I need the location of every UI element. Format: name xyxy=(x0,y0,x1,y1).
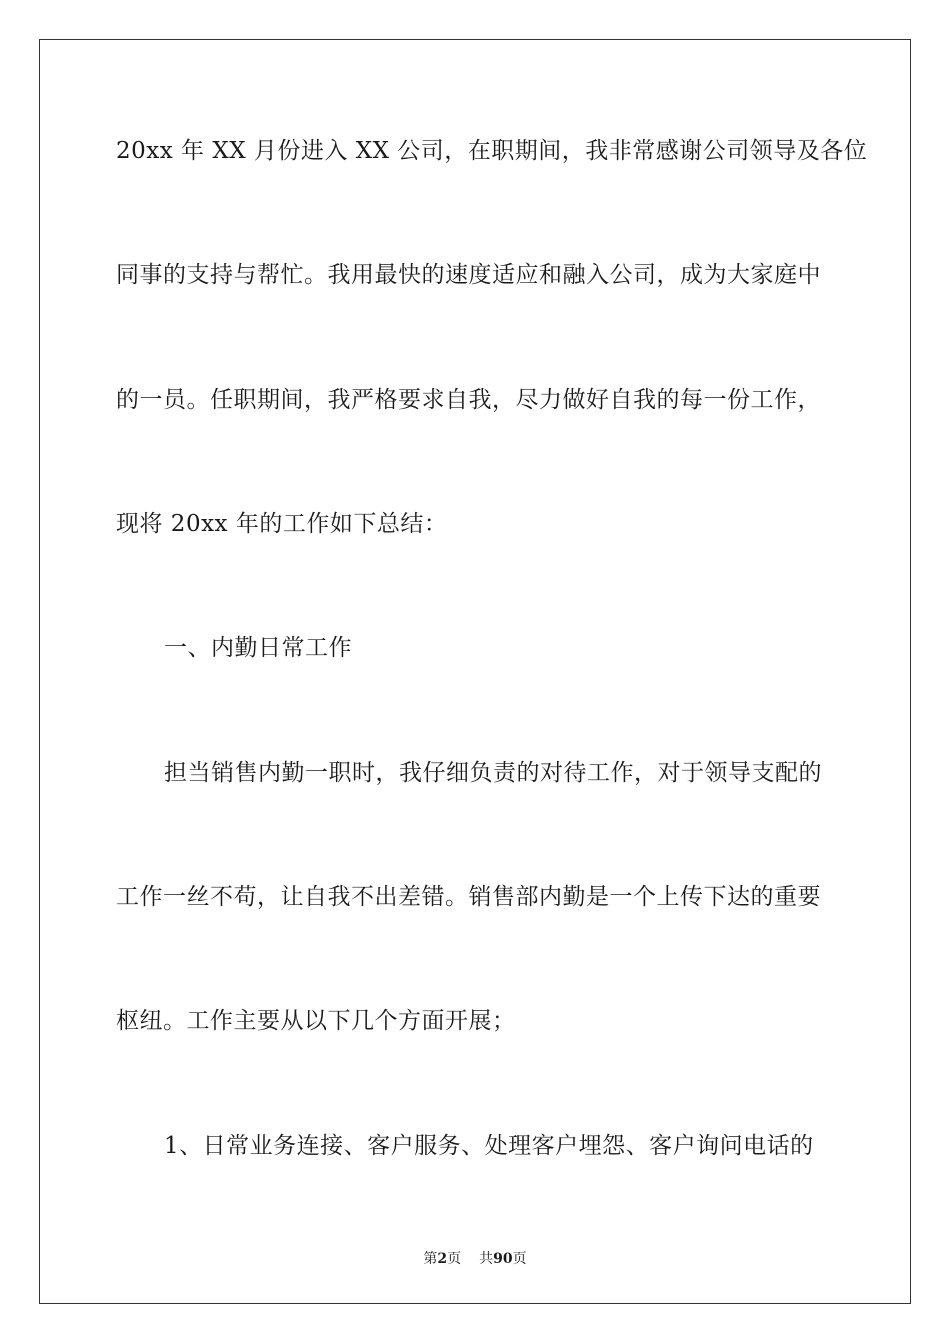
section-text-line-1: 担当销售内勤一职时，我仔细负责的对待工作，对于领导支配的 xyxy=(164,760,822,786)
body-text-line-2: 同事的支持与帮忙。我用最快的速度适应和融入公司，成为大家庭中 xyxy=(116,262,821,288)
footer-total-pages: 90 xyxy=(493,1251,513,1267)
section-text-line-3: 枢纽。工作主要从以下几个方面开展； xyxy=(116,1008,516,1034)
footer-page-prefix: 第 xyxy=(423,1251,438,1267)
footer-page-number: 2 xyxy=(437,1251,448,1267)
body-text-line-4: 现将 20xx 年的工作如下总结： xyxy=(116,511,448,537)
footer-page-suffix: 页 xyxy=(447,1251,462,1267)
section-heading: 一、内勤日常工作 xyxy=(164,635,352,661)
page-border xyxy=(39,39,911,1304)
list-item-1: 1、日常业务连接、客户服务、处理客户埋怨、客户询问电话的 xyxy=(164,1133,814,1159)
body-text-line-1: 20xx 年 XX 月份进入 XX 公司，在职期间，我非常感谢公司领导及各位 xyxy=(116,138,868,164)
section-text-line-2: 工作一丝不苟，让自我不出差错。销售部内勤是一个上传下达的重要 xyxy=(116,884,821,910)
footer-total-suffix: 页 xyxy=(512,1251,527,1267)
page-footer xyxy=(0,1248,950,1268)
footer-total-prefix: 共 xyxy=(479,1251,494,1267)
body-text-line-3: 的一员。任职期间，我严格要求自我，尽力做好自我的每一份工作， xyxy=(116,387,821,413)
